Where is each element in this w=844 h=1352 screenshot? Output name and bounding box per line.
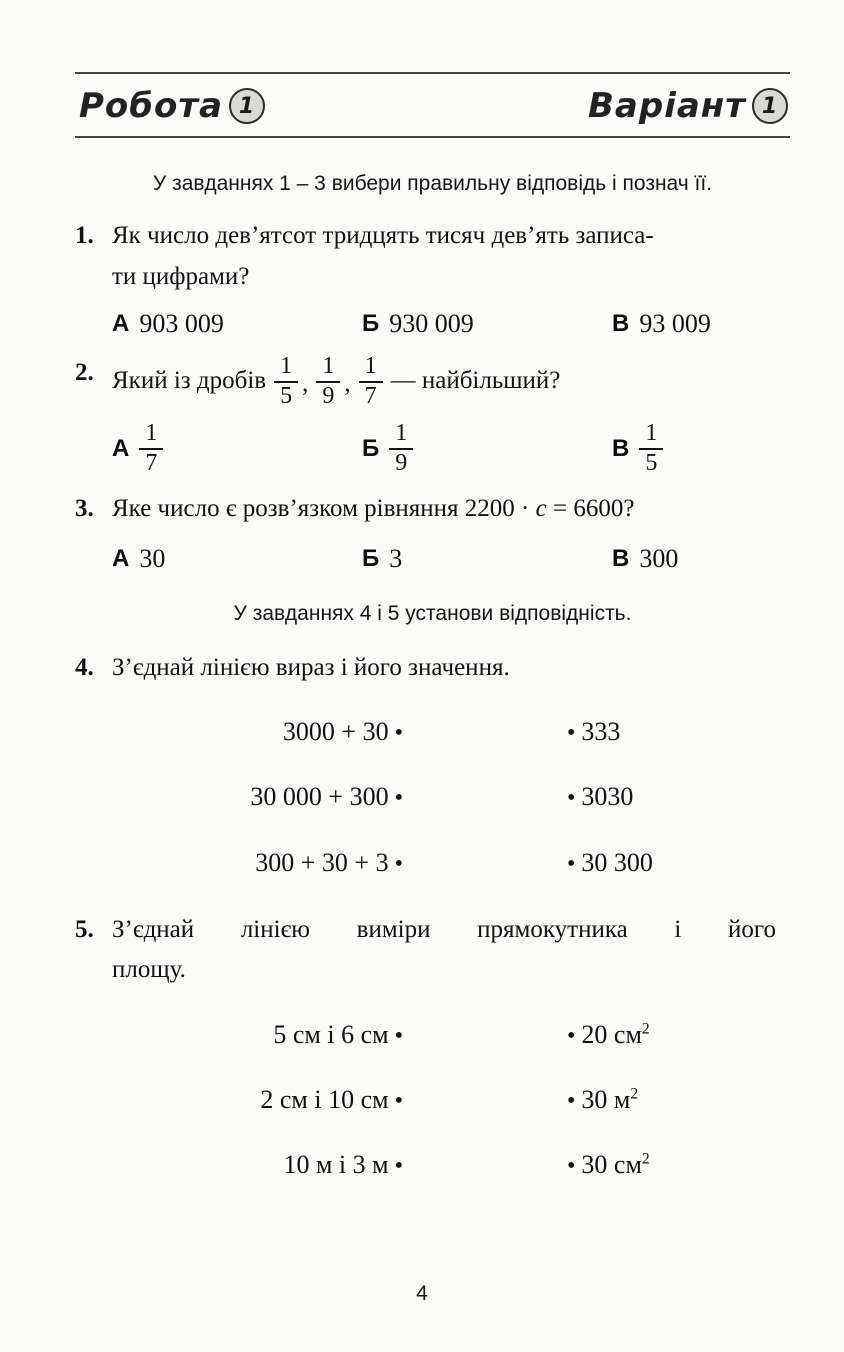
option-fraction — [639, 420, 663, 477]
match-row — [112, 711, 790, 753]
value-item — [561, 711, 620, 753]
task-5-line-2: площу. — [112, 956, 186, 984]
connector-dot[interactable]: • — [394, 1087, 403, 1114]
dimensions-text: 10 м і 3 м — [283, 1149, 389, 1179]
fraction-1-9 — [316, 353, 340, 410]
connector-dot[interactable]: • — [394, 1152, 403, 1179]
value-text: 30 300 — [581, 847, 653, 877]
fraction-numerator: 1 — [395, 420, 408, 447]
task-5-number: 5. — [75, 915, 94, 943]
match-row — [112, 776, 790, 818]
task-1 — [75, 216, 790, 297]
option-letter: А — [112, 310, 130, 337]
expression-item — [112, 842, 409, 884]
task-4 — [75, 648, 790, 884]
page-number: 4 — [416, 1282, 428, 1305]
option-letter: Б — [362, 434, 380, 462]
task-2-text — [112, 353, 790, 410]
connector-dot[interactable]: • — [567, 1022, 576, 1049]
value-text: 3030 — [581, 782, 634, 812]
expression-text: 300 + 30 + 3 — [255, 847, 389, 877]
task-1-option-v — [612, 309, 790, 339]
task-5-line-1: З’єднай лінією виміри прямокутника і його — [112, 915, 776, 943]
expression-item — [112, 776, 409, 818]
expression-text: 3000 + 30 — [282, 717, 389, 747]
superscript-exponent: 2 — [641, 1150, 650, 1168]
comma: , — [302, 370, 309, 398]
variant-title — [588, 86, 788, 126]
variant-label: Варіант — [588, 86, 746, 126]
worksheet-page — [0, 72, 844, 1352]
connector-dot[interactable]: • — [394, 1022, 403, 1049]
option-letter: Б — [362, 544, 380, 572]
task-2-option-v — [612, 420, 790, 477]
match-row — [112, 1014, 790, 1056]
option-value: 3 — [389, 543, 403, 573]
variant-number-badge: 1 — [752, 88, 788, 124]
area-text: 20 см — [581, 1019, 642, 1049]
connector-dot[interactable]: • — [394, 720, 403, 747]
match-row — [112, 1079, 790, 1121]
fraction-denominator: 5 — [639, 448, 663, 478]
work-number-badge: 1 — [229, 88, 265, 124]
task-3-text — [112, 489, 790, 530]
dimensions-item — [112, 1014, 409, 1056]
task-2-number: 2. — [75, 359, 94, 386]
task-3-before: Яке число є розв’язком рівняння 2200 · — [112, 495, 530, 523]
expression-item — [112, 711, 409, 753]
option-fraction — [139, 420, 163, 477]
fraction-denominator: 5 — [274, 381, 298, 411]
equation-variable: c — [535, 495, 547, 523]
task-5-body — [112, 910, 790, 1186]
task-2-prefix: Який із дробів — [112, 367, 267, 395]
task-2-option-b — [362, 420, 612, 477]
fraction-denominator: 7 — [359, 381, 383, 411]
task-1-option-a — [112, 309, 362, 339]
task-4-text: З’єднай лінією вираз і його значення. — [112, 653, 510, 681]
task-1-options — [112, 309, 790, 339]
option-letter: А — [112, 544, 130, 572]
option-letter: В — [612, 434, 630, 462]
dimensions-item — [112, 1144, 409, 1186]
fraction-denominator: 7 — [139, 448, 163, 478]
area-item — [561, 1144, 650, 1186]
connector-dot[interactable]: • — [394, 785, 403, 812]
task-3-after: = 6600? — [552, 495, 635, 523]
option-value: 930 009 — [389, 309, 474, 338]
expression-text: 30 000 + 300 — [250, 782, 389, 812]
task-3-option-b — [362, 544, 612, 574]
area-text: 30 м — [581, 1084, 631, 1114]
task-2 — [75, 353, 790, 410]
instruction-tasks-4-5: У завданнях 4 і 5 установи відповідність. — [233, 601, 632, 625]
instruction-tasks-1-3: У завданнях 1 – 3 вибери правильну відповідь і познач її. — [152, 172, 713, 195]
value-item — [561, 776, 633, 818]
option-fraction — [389, 420, 413, 477]
dimensions-text: 2 см і 10 см — [260, 1084, 389, 1114]
connector-dot[interactable]: • — [567, 785, 576, 812]
fraction-1-5 — [274, 353, 298, 410]
task-4-matching — [112, 711, 790, 883]
fraction-denominator: 9 — [389, 448, 413, 478]
connector-dot[interactable]: • — [567, 850, 576, 877]
task-1-text — [112, 216, 790, 297]
dimensions-item — [112, 1079, 409, 1121]
task-2-option-a — [112, 420, 362, 477]
task-1-option-b — [362, 309, 612, 339]
page-header — [75, 74, 790, 136]
option-value: 300 — [639, 543, 679, 573]
task-3 — [75, 489, 790, 530]
task-1-line-1: Як число дев’ятсот тридцять тисяч дев’ять записа- — [112, 222, 654, 249]
value-item — [561, 842, 653, 884]
connector-dot[interactable]: • — [567, 1087, 576, 1114]
fraction-1-7 — [359, 353, 383, 410]
task-4-body — [112, 648, 790, 884]
option-letter: Б — [362, 310, 380, 337]
option-letter: А — [112, 434, 130, 462]
fraction-denominator: 9 — [316, 381, 340, 411]
comma: , — [344, 370, 351, 398]
task-3-option-a — [112, 544, 362, 574]
fraction-numerator: 1 — [322, 353, 335, 379]
task-5-matching — [112, 1014, 790, 1186]
match-row — [112, 1144, 790, 1186]
connector-dot[interactable]: • — [567, 720, 576, 747]
task-2-options — [112, 420, 790, 477]
match-row — [112, 842, 790, 884]
option-letter: В — [612, 544, 630, 572]
fraction-numerator: 1 — [364, 353, 377, 379]
work-title — [79, 86, 265, 126]
task-3-number: 3. — [75, 495, 94, 523]
superscript-exponent: 2 — [641, 1020, 650, 1038]
task-1-line-2: ти цифрами? — [112, 262, 250, 290]
area-item — [561, 1014, 650, 1056]
value-text: 333 — [581, 717, 621, 747]
task-1-number: 1. — [75, 222, 94, 249]
fraction-numerator: 1 — [145, 420, 158, 447]
connector-dot[interactable]: • — [567, 1152, 576, 1179]
option-value: 93 009 — [639, 309, 711, 338]
connector-dot[interactable]: • — [394, 850, 403, 877]
task-2-suffix: — найбільший? — [390, 367, 561, 395]
area-text: 30 см — [581, 1149, 642, 1179]
area-item — [561, 1079, 638, 1121]
header-bottom-rule — [75, 136, 790, 138]
option-value: 30 — [139, 543, 166, 573]
dimensions-text: 5 см і 6 см — [273, 1019, 389, 1049]
option-letter: В — [612, 310, 630, 337]
fraction-numerator: 1 — [645, 420, 658, 447]
task-4-number: 4. — [75, 653, 94, 681]
option-value: 903 009 — [139, 309, 224, 338]
fraction-numerator: 1 — [280, 353, 293, 379]
task-3-option-v — [612, 544, 790, 574]
work-label: Робота — [79, 86, 224, 126]
task-3-options — [112, 544, 790, 574]
superscript-exponent: 2 — [630, 1085, 639, 1103]
task-5 — [75, 910, 790, 1186]
